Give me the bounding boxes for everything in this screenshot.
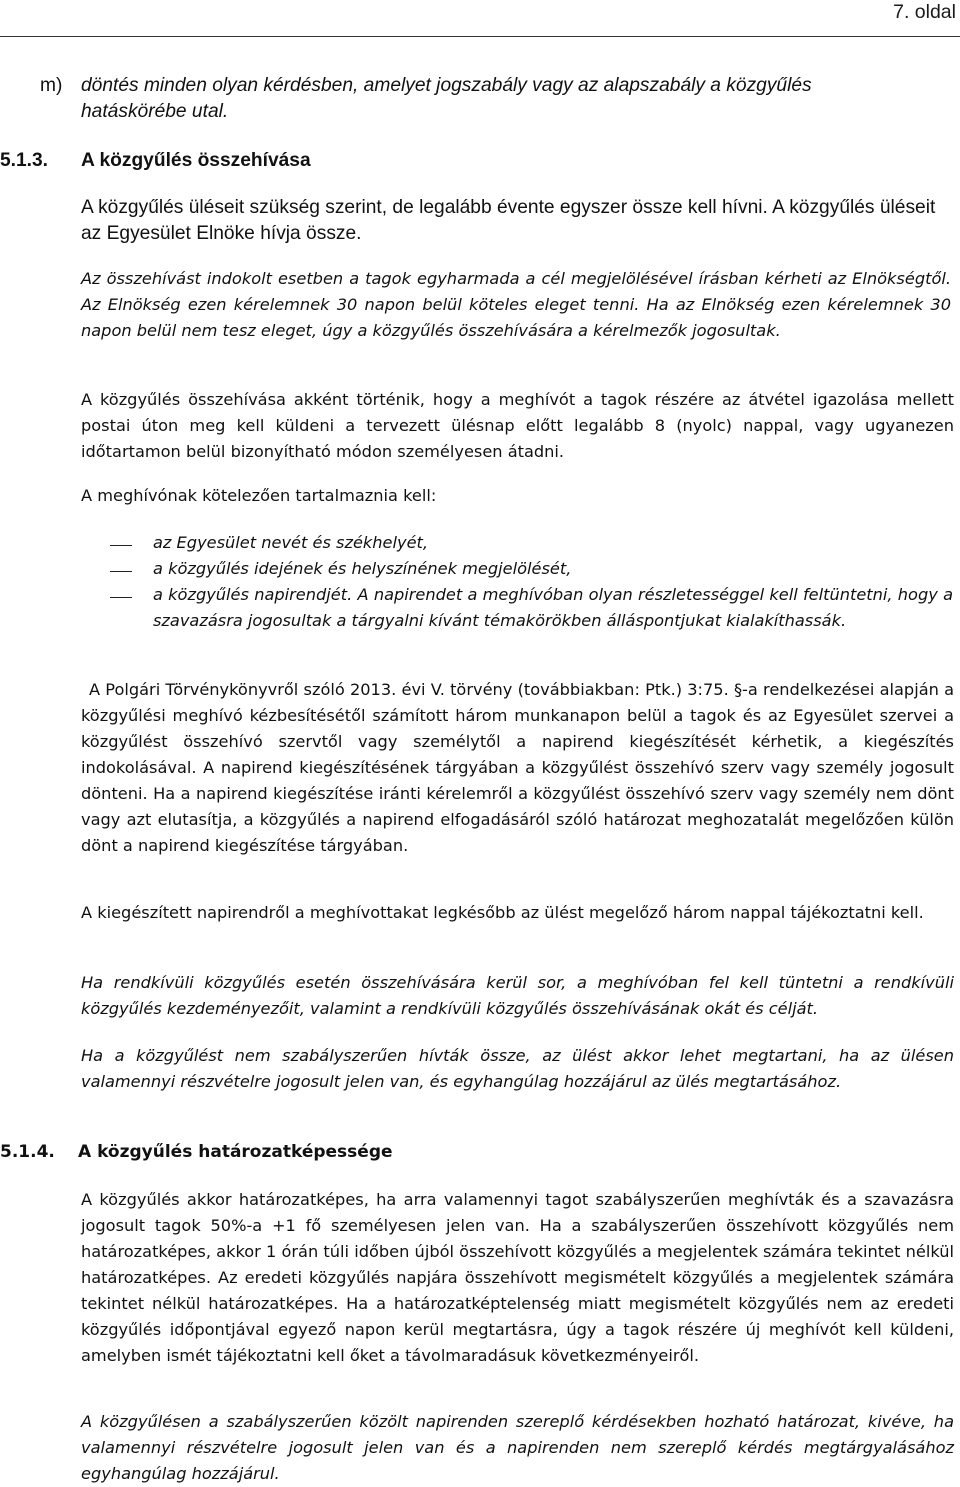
paragraph: A meghívónak kötelezően tartalmaznia kell: — [81, 486, 437, 505]
section-number-513: 5.1.3. — [0, 150, 49, 171]
list-item: a közgyűlés napirendjét. A napirendet a meghívóban olyan részletességgel kell feltüntetni, hogy a szavazásra jogosultak a tárgyalni kívánt témakörökben álláspontjukat kialakíthassák. — [153, 585, 953, 630]
paragraph: A közgyűlés összehívása akként történik, hogy a meghívót a tagok részére az átvétel igazolása mellett postai úton meg kell küldeni a tervezett ülésnap előtt legalább 8 (nyolc) nappal, vagy ugyanezen időtartamon belül bizonyítható módon személyesen átadni. — [81, 390, 954, 461]
paragraph: A közgyűlés üléseit szükség szerint, de legalább évente egyszer össze kell hívni. A közgyűlés üléseit az Egyesület Elnöke hívja össze. — [81, 197, 936, 244]
paragraph: A közgyűlés akkor határozatképes, ha arra valamennyi tagot szabályszerűen meghívták és a szavazásra jogosult tagok 50%-a +1 fő személyesen jelen van. Ha a szabályszerűen összehívott közgyűlés nem határozatképes, akkor 1 órán túli időben újból összehívott közgyűlés a megjelentek számára tekintet nélkül határozatképes. Az eredeti közgyűlés napjára összehívott megismételt közgyűlés a megjelentek számára tekintet nélkül határozatképes. Ha a határozatképtelenség miatt megismételt közgyűlés nem az eredeti közgyűlés időpontjával egyező napon kerül megtartásra, úgy a tagok részére új meghívót kell küldeni, amelyben ismét tájékoztatni kell őket a távolmaradásuk következményeiről. — [81, 1190, 954, 1365]
dash-bullet — [110, 597, 132, 598]
paragraph: A közgyűlésen a szabályszerűen közölt napirenden szereplő kérdésekben hozható határozat, kivéve, ha valamennyi részvételre jogosult jelen van és a napirenden nem szereplő kérdés megtárgyalásához egyhangúlag hozzájárul. — [81, 1412, 954, 1483]
section-title-513: A közgyűlés összehívása — [81, 150, 311, 171]
section-number-514: 5.1.4. — [0, 1142, 55, 1162]
list-item: az Egyesület nevét és székhelyét, — [153, 533, 429, 552]
paragraph: Az összehívást indokolt esetben a tagok egyharmada a cél megjelölésével írásban kérheti az Elnökségtől. Az Elnökség ezen kérelemnek 30 napon belül köteles eleget tenni. Ha az Elnökség ezen kérelemnek 30 napon belül nem tesz eleget, úgy a közgyűlés összehívására a kérelmezők jogosultak. — [81, 269, 951, 340]
paragraph: Ha a közgyűlést nem szabályszerűen hívták össze, az ülést akkor lehet megtartani, ha az ülésen valamennyi részvételre jogosult jelen van, és egyhangúlag hozzájárul az ülés megtartásához. — [81, 1046, 954, 1091]
paragraph: A Polgári Törvénykönyvről szóló 2013. évi V. törvény (továbbiakban: Ptk.) 3:75. §-a rendelkezései alapján a közgyűlési meghívó kézbesítésétől számított három munkanapon belül a tagok és az Egyesület szervei a közgyűlést összehívó szervtől vagy személytől a napirend kiegészítését kérhetik, a kiegészítés indokolásával. A napirend kiegészítésének tárgyában a közgyűlést összehívó szerv vagy személy jogosult dönteni. Ha a napirend kiegészítése iránti kérelemről a közgyűlést összehívó szerv vagy személy nem dönt vagy azt elutasítja, a közgyűlés a napirend elfogadásáról szóló határozat meghozatalát megelőzően külön dönt a napirend kiegészítése tárgyában. — [81, 680, 954, 855]
header-divider — [0, 36, 960, 37]
page-number: 7. oldal — [893, 1, 956, 23]
list-item: a közgyűlés idejének és helyszínének megjelölését, — [153, 559, 572, 578]
dash-bullet — [110, 545, 132, 546]
list-item-label-m: m) — [40, 75, 63, 96]
paragraph: Ha rendkívüli közgyűlés esetén összehívására kerül sor, a meghívóban fel kell tüntetni a rendkívüli közgyűlés kezdeményezőit, valamint a rendkívüli közgyűlés összehívásának okát és célját. — [81, 973, 954, 1018]
list-item-m-text: döntés minden olyan kérdésben, amelyet jogszabály vagy az alapszabály a közgyűlés hatáskörébe utal. — [81, 75, 812, 122]
paragraph: A kiegészített napirendről a meghívottakat legkésőbb az ülést megelőző három nappal tájékoztatni kell. — [81, 903, 924, 922]
section-title-514: A közgyűlés határozatképessége — [78, 1142, 393, 1162]
dash-bullet — [110, 571, 132, 572]
